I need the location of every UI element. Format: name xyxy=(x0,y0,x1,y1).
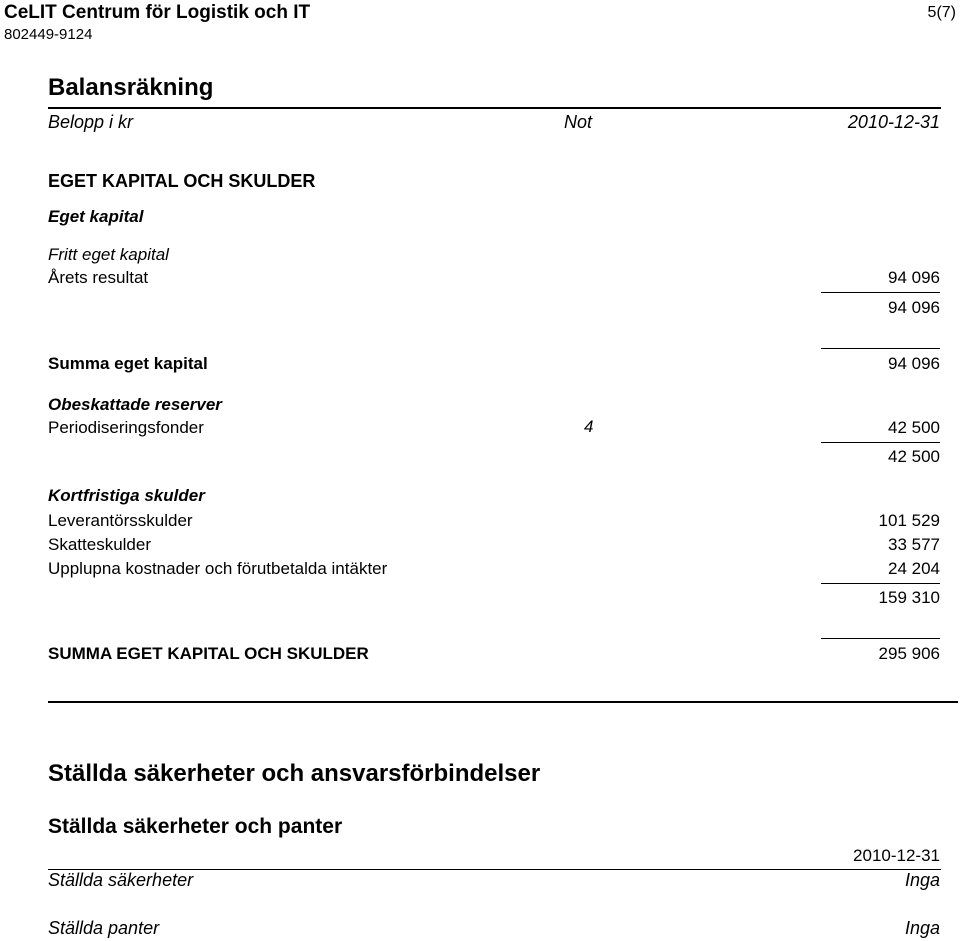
note-reference: 4 xyxy=(584,417,594,436)
sum-rule xyxy=(821,348,940,349)
section-title: EGET KAPITAL OCH SKULDER xyxy=(48,171,316,191)
row-value: 33 577 xyxy=(888,535,940,554)
subtotal-rule xyxy=(821,583,940,584)
pledged-row-value: Inga xyxy=(904,918,940,938)
pledged-row-label: Ställda säkerheter xyxy=(48,870,194,890)
pledged-subtitle: Ställda säkerheter och panter xyxy=(48,815,343,838)
row-value: 94 096 xyxy=(888,268,940,287)
row-value: 101 529 xyxy=(878,511,940,530)
equity-heading: Eget kapital xyxy=(48,207,144,226)
balance-title: Balansräkning xyxy=(48,74,214,101)
col-date-label: 2010-12-31 xyxy=(847,112,940,132)
equity-subheading: Fritt eget kapital xyxy=(48,245,169,264)
pledged-col-date: 2010-12-31 xyxy=(853,846,940,865)
pledged-title: Ställda säkerheter och ansvarsförbindelser xyxy=(48,760,541,787)
company-name: CeLIT Centrum för Logistik och IT xyxy=(4,2,311,23)
subtotal-value: 159 310 xyxy=(878,588,940,607)
subtotal-value: 94 096 xyxy=(888,298,940,317)
row-label: Skatteskulder xyxy=(48,535,151,554)
subtotal-value: 42 500 xyxy=(888,447,940,466)
row-value: 24 204 xyxy=(888,559,940,578)
col-note-label: Not xyxy=(564,112,593,132)
title-rule xyxy=(48,107,941,109)
row-label: Upplupna kostnader och förutbetalda intäkter xyxy=(48,559,388,578)
total-label: SUMMA EGET KAPITAL OCH SKULDER xyxy=(48,644,369,663)
untaxed-heading: Obeskattade reserver xyxy=(48,395,222,414)
row-label: Leverantörsskulder xyxy=(48,511,193,530)
sum-equity-label: Summa eget kapital xyxy=(48,354,208,373)
sum-equity-value: 94 096 xyxy=(888,354,940,373)
row-value: 42 500 xyxy=(888,418,940,437)
short-term-heading: Kortfristiga skulder xyxy=(48,486,205,505)
row-label: Periodiseringsfonder xyxy=(48,418,204,437)
col-amount-label: Belopp i kr xyxy=(48,112,134,132)
subtotal-rule xyxy=(821,442,940,443)
section-divider xyxy=(48,701,958,703)
org-number: 802449-9124 xyxy=(4,26,93,43)
pledged-row-value: Inga xyxy=(904,870,940,890)
total-value: 295 906 xyxy=(878,644,940,663)
total-rule xyxy=(821,638,940,639)
row-label: Årets resultat xyxy=(48,268,149,287)
pledged-row-label: Ställda panter xyxy=(48,918,160,938)
page-number: 5(7) xyxy=(927,4,956,21)
subtotal-rule xyxy=(821,292,940,293)
